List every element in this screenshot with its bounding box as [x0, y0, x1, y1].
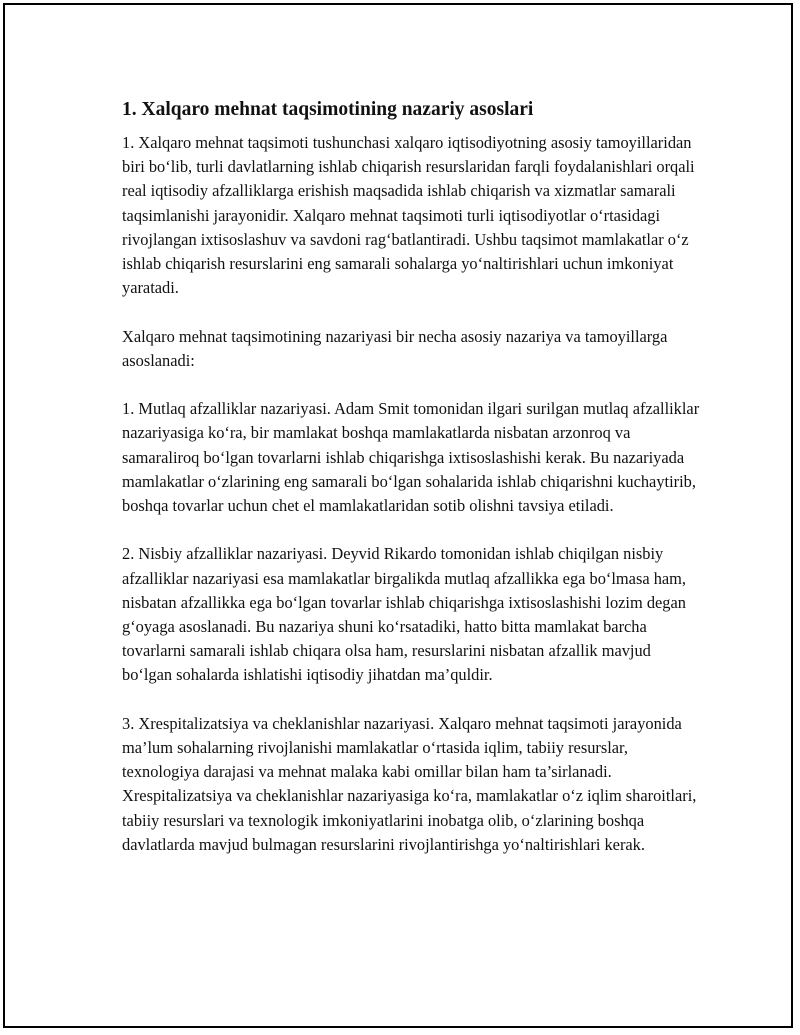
paragraph-comparative-advantage: 2. Nisbiy afzalliklar nazariyasi. Deyvid Rikardo tomonidan ishlab chiqilgan nisbiy afzalliklar nazariyasi esa mamlakatlar birgalikda mutlaq afzallikka ega bo‘lmasa ham, nisbatan afzallikka ega bo‘lgan tovarlar ishlab chiqarishga ixtisoslashishi lozim degan g‘oyaga asoslanadi. Bu nazariya shuni ko‘rsatadiki, hatto bitta mamlakat barcha tovarlarni samarali ishlab chiqara olsa ham, resurslarini nisbatan afzallik mavjud bo‘lgan sohalarda ishlatishi iqtisodiy jihatdan ma’quldir. [122, 544, 687, 685]
page-frame [3, 3, 793, 1028]
paragraph-specialization-theory: 3. Xrespitalizatsiya va cheklanishlar nazariyasi. Xalqaro mehnat taqsimoti jarayonida ma’lum sohalarning rivojlanishi mamlakatlar o‘rtasida iqlim, tabiiy resurslar, texnologiya darajasi va mehnat malaka kabi omillar bilan ham ta’sirlanadi. Xrespitalizatsiya va cheklanishlar nazariyasiga ko‘ra, mamlakatlar o‘z iqlim sharoitlari, tabiiy resurslari va texnologik imkoniyatlarini inobatga olib, o‘zlarining boshqa davlatlarda mavjud bulmagan resurslarini rivojlantirishga yo‘naltirishlari kerak. [122, 713, 697, 854]
paragraph-intro: 1. Xalqaro mehnat taqsimoti tushunchasi xalqaro iqtisodiyotning asosiy tamoyillaridan biri bo‘lib, turli davlatlarning ishlab chiqarish resurslaridan farqli foydalanishlari orqali real iqtisodiy afzalliklarga erishish maqsadida ishlab chiqarish va xizmatlar samarali taqsimlanishi jarayonidir. Xalqaro mehnat taqsimoti turli iqtisodiyotlar o‘rtasidagi rivojlangan ixtisoslashuv va savdoni rag‘batlantiradi. Ushbu taqsimot mamlakatlar o‘z ishlab chiqarish resurslarini eng samarali sohalarga yo‘naltirishlari uchun imkoniyat yaratadi. [122, 133, 695, 298]
paragraph-absolute-advantage: 1. Mutlaq afzalliklar nazariyasi. Adam Smit tomonidan ilgari surilgan mutlaq afzalliklar nazariyasiga ko‘ra, bir mamlakat boshqa mamlakatlarda nisbatan arzonroq va samaraliroq bo‘lgan tovarlarni ishlab chiqarishga ixtisoslashishi kerak. Bu nazariyada mamlakatlar o‘zlarining eng samarali bo‘lgan sohalarida ishlab chiqarishni kuchaytirib, boshqa tovarlar uchun chet el mamlakatlaridan sotib olishni tavsiya etiladi. [122, 399, 700, 516]
section-heading: 1. Xalqaro mehnat taqsimotining nazariy asoslari [122, 99, 534, 120]
paragraph-theories-lead: Xalqaro mehnat taqsimotining nazariyasi bir necha asosiy nazariya va tamoyillarga asoslanadi: [122, 326, 668, 370]
document-body [122, 97, 702, 857]
